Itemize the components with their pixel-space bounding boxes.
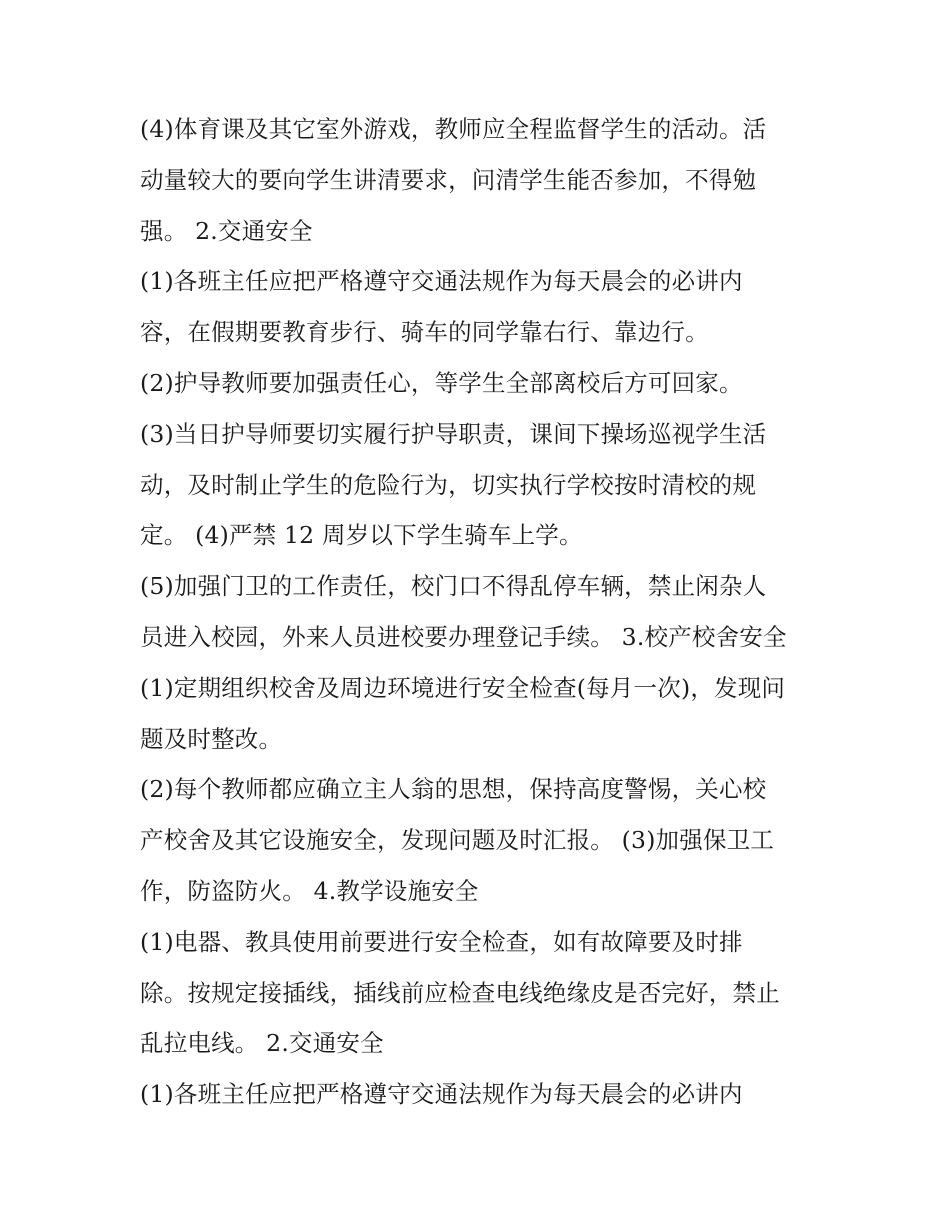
text-line: 除。按规定接插线，插线前应检查电线绝缘皮是否完好，禁止 [140, 978, 780, 1007]
text-line: (5)加强门卫的工作责任，校门口不得乱停车辆，禁止闲杂人 [140, 572, 767, 601]
text-line: (2)护导教师要加强责任心，等学生全部离校后方可回家。 [140, 368, 743, 397]
text-line: 动，及时制止学生的危险行为，切实执行学校按时清校的规 [140, 470, 757, 499]
text-line: (2)每个教师都应确立主人翁的思想，保持高度警惕，关心校 [140, 775, 767, 804]
text-line: 定。 (4)严禁 12 周岁以下学生骑车上学。 [140, 521, 583, 550]
text-line: (1)各班主任应把严格遵守交通法规作为每天晨会的必讲内 [140, 1080, 743, 1109]
text-line: 产校舍及其它设施安全，发现问题及时汇报。 (3)加强保卫工 [140, 826, 775, 855]
text-line: 乱拉电线。 2.交通安全 [140, 1029, 384, 1058]
text-line: 动量较大的要向学生讲清要求，问清学生能否参加，不得勉 [140, 165, 757, 194]
text-line: (4)体育课及其它室外游戏，教师应全程监督学生的活动。活 [140, 115, 767, 143]
text-line: 题及时整改。 [140, 724, 283, 753]
text-line: (3)当日护导师要切实履行护导职责，课间下操场巡视学生活 [140, 419, 767, 448]
text-line: 容，在假期要教育步行、骑车的同学靠右行、靠边行。 [140, 318, 709, 347]
document-body [140, 104, 820, 1120]
text-line: 员进入校园，外来人员进校要办理登记手续。 3.校产校舍安全 [140, 622, 787, 651]
text-line: (1)电器、教具使用前要进行安全检查，如有故障要及时排 [140, 927, 743, 956]
text-line: (1)各班主任应把严格遵守交通法规作为每天晨会的必讲内 [140, 267, 743, 296]
text-line: 作，防盗防火。 4.教学设施安全 [140, 876, 479, 905]
text-line: 强。 2.交通安全 [140, 216, 313, 245]
text-line: (1)定期组织校舍及周边环境进行安全检查(每月一次)，发现问 [140, 673, 786, 702]
